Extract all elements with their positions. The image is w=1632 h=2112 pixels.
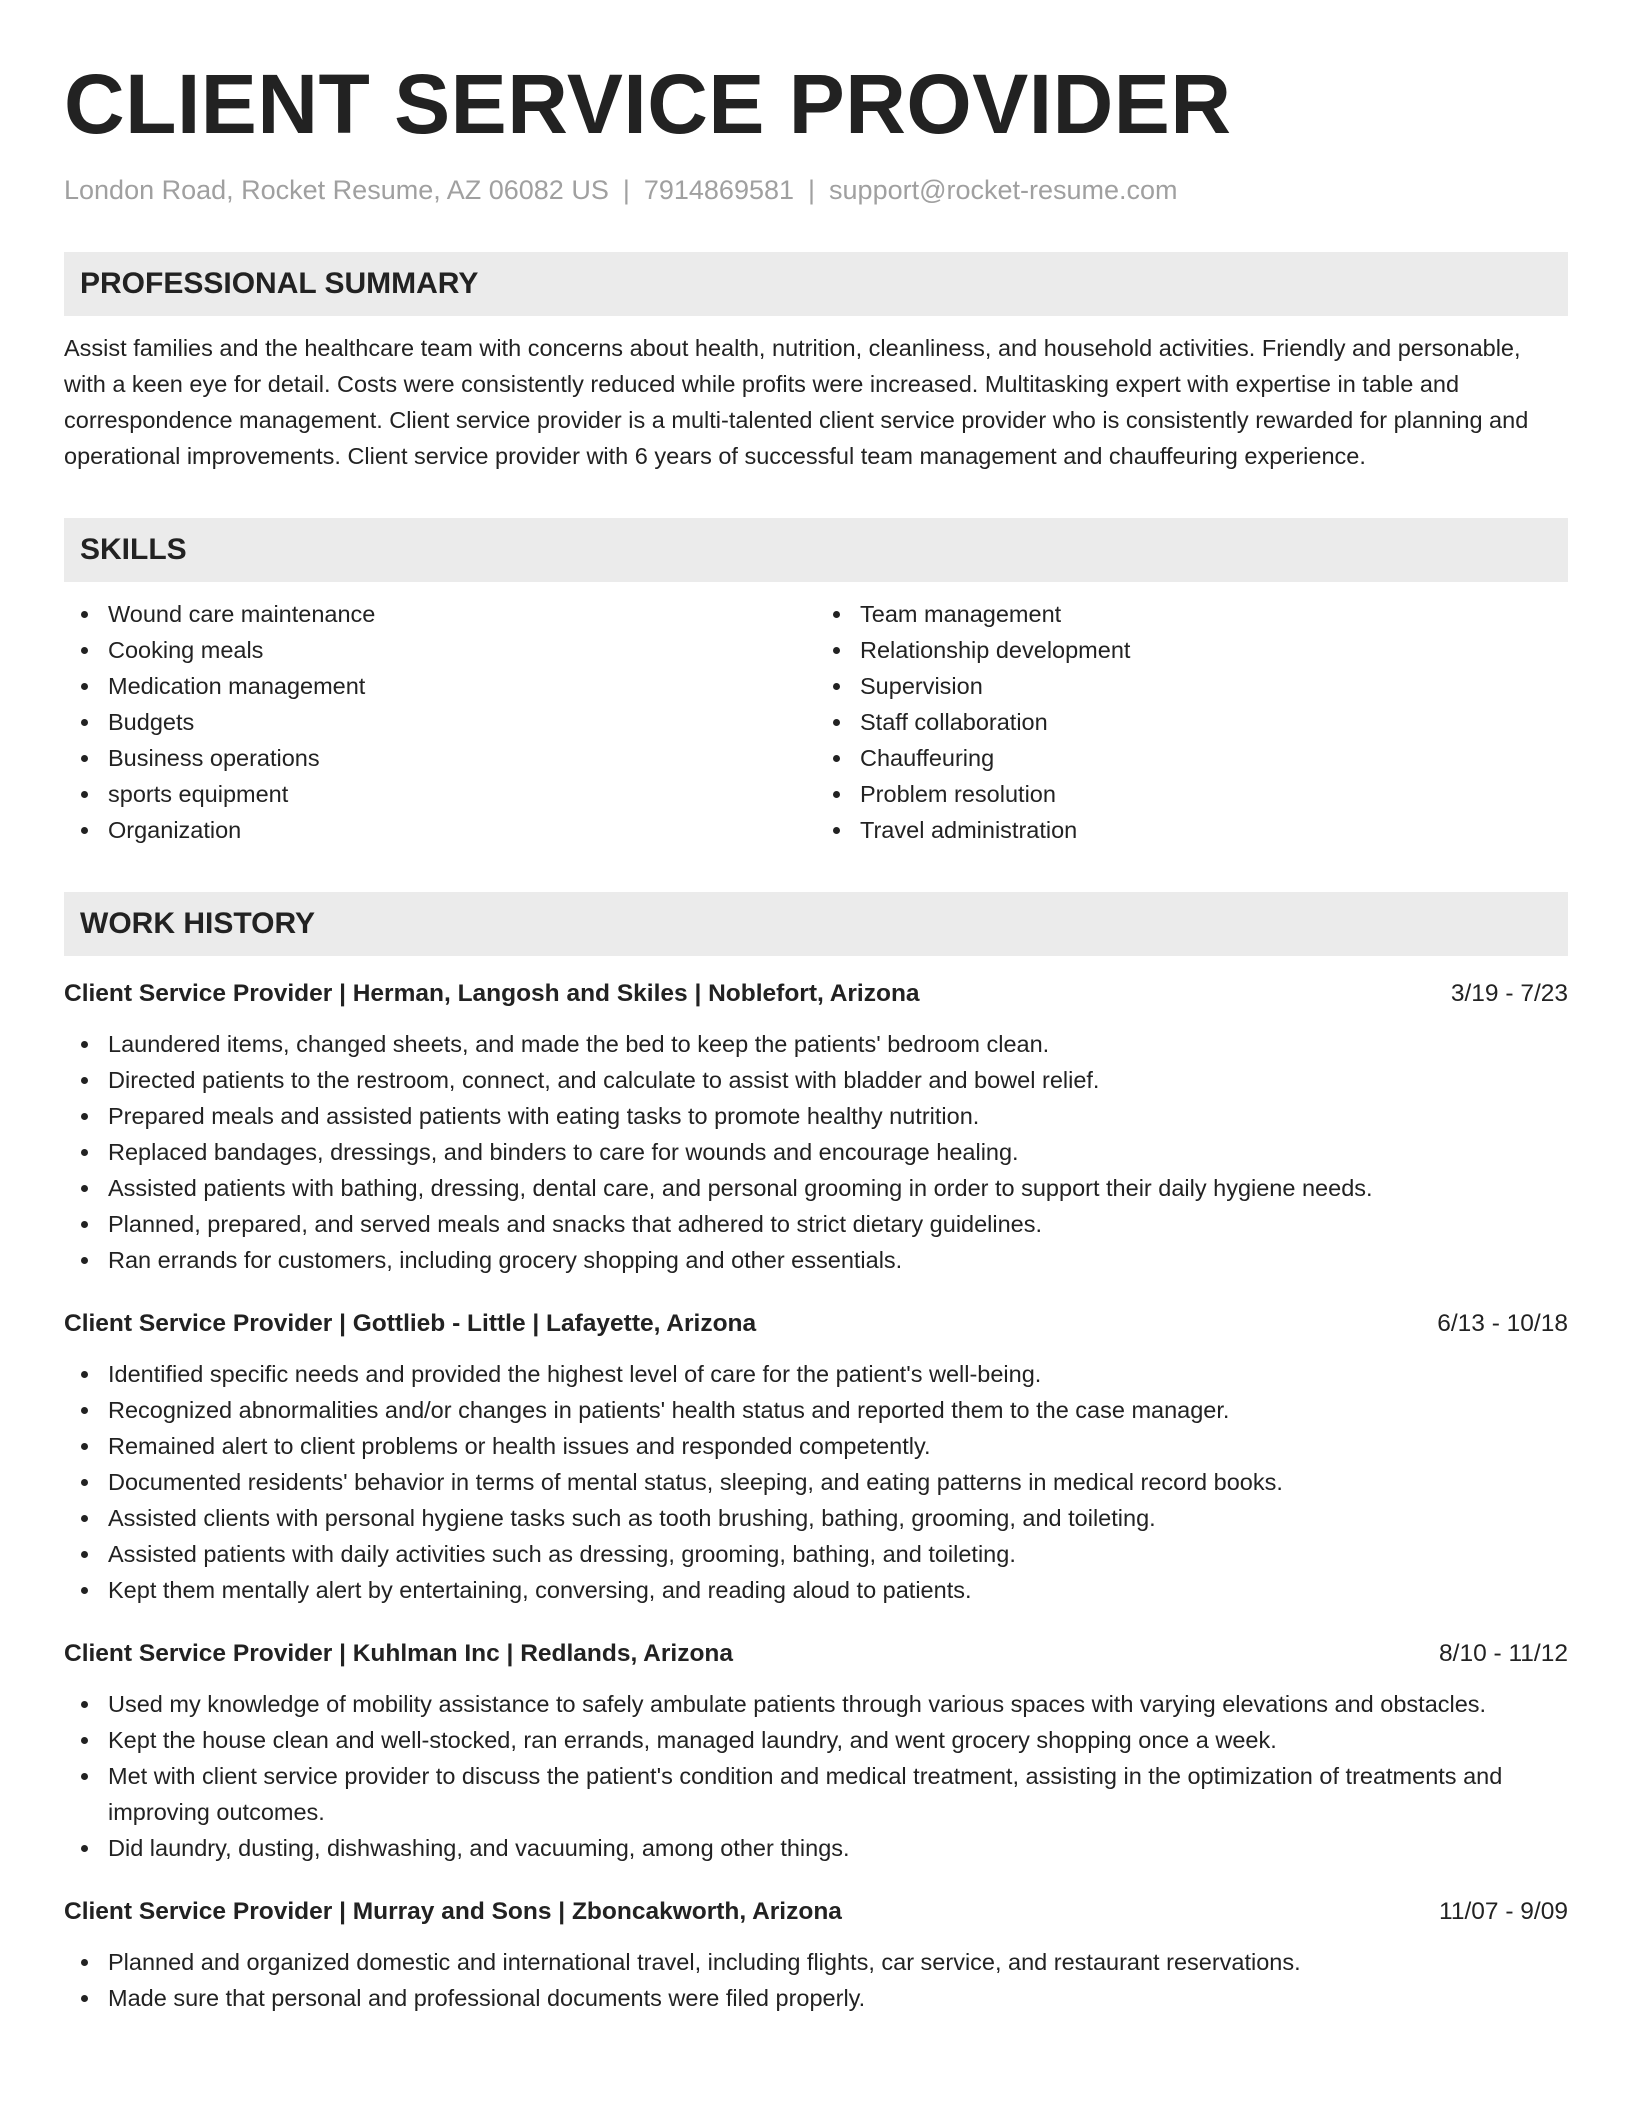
job-bullet: Replaced bandages, dressings, and binders to care for wounds and encourage healing.: [108, 1134, 1568, 1170]
job-dates: 3/19 - 7/23: [1450, 980, 1568, 1007]
job-bullet: Remained alert to client problems or health issues and responded competently.: [108, 1428, 1568, 1464]
job-title: Client Service Provider | Murray and Sons | Zboncakworth, Arizona: [64, 1898, 842, 1925]
skill-item: Problem resolution: [860, 776, 1568, 812]
skill-item: Travel administration: [860, 812, 1568, 848]
contact-phone: 7914869581: [643, 175, 795, 205]
skills-list: [64, 596, 1568, 848]
job-bullets: [64, 1356, 1568, 1608]
skill-item: Wound care maintenance: [108, 596, 816, 632]
job-bullet: Assisted patients with bathing, dressing, dental care, and personal grooming in order to support their daily hygiene needs.: [108, 1170, 1568, 1206]
skill-item: Team management: [860, 596, 1568, 632]
skill-item: sports equipment: [108, 776, 816, 812]
contact-address: London Road, Rocket Resume, AZ 06082 US: [64, 175, 609, 205]
job-dates: 8/10 - 11/12: [1439, 1640, 1568, 1667]
job-bullet: Ran errands for customers, including grocery shopping and other essentials.: [108, 1242, 1568, 1278]
work-heading: WORK HISTORY: [80, 907, 316, 940]
job-bullet: Kept the house clean and well-stocked, ran errands, managed laundry, and went grocery shopping once a week.: [108, 1722, 1568, 1758]
job-bullet: Kept them mentally alert by entertaining, conversing, and reading aloud to patients.: [108, 1572, 1568, 1608]
job-dates: 6/13 - 10/18: [1437, 1310, 1568, 1337]
summary-text: Assist families and the healthcare team with concerns about health, nutrition, cleanliness, and household activities. Friendly and personable, with a keen eye for detail. Costs were consistently reduced while profits were increased. Multitasking expert with expertise in table and correspondence management. Client service provider is a multi-talented client service provider who is consistently rewarded for planning and operational improvements. Client service provider with 6 years of successful team management and chauffeuring experience.: [64, 335, 1529, 469]
skills-column-left: [64, 596, 816, 848]
work-history-list: [64, 976, 1568, 2016]
job-bullet: Identified specific needs and provided the highest level of care for the patient's well-being.: [108, 1356, 1568, 1392]
skill-item: Relationship development: [860, 632, 1568, 668]
job-bullet: Assisted clients with personal hygiene tasks such as tooth brushing, bathing, grooming, and toileting.: [108, 1500, 1568, 1536]
skills-column-right: [816, 596, 1568, 848]
skill-item: Budgets: [108, 704, 816, 740]
job-bullet: Assisted patients with daily activities such as dressing, grooming, bathing, and toileting.: [108, 1536, 1568, 1572]
contact-email: support@rocket-resume.com: [829, 175, 1178, 205]
job-header: [64, 976, 1568, 1012]
job-bullet: Prepared meals and assisted patients with eating tasks to promote healthy nutrition.: [108, 1098, 1568, 1134]
job-title: Client Service Provider | Herman, Langosh and Skiles | Noblefort, Arizona: [64, 980, 920, 1007]
job-bullet: Laundered items, changed sheets, and made the bed to keep the patients' bedroom clean.: [108, 1026, 1568, 1062]
skill-item: Chauffeuring: [860, 740, 1568, 776]
job-bullets: [64, 1686, 1568, 1866]
skill-item: Supervision: [860, 668, 1568, 704]
skills-heading: SKILLS: [80, 533, 187, 566]
skill-item: Organization: [108, 812, 816, 848]
job-bullet: Made sure that personal and professional documents were filed properly.: [108, 1980, 1568, 2016]
contact-separator: |: [622, 175, 630, 205]
contact-line: [64, 172, 1568, 208]
job-entry: [64, 976, 1568, 1278]
job-bullet: Planned, prepared, and served meals and snacks that adhered to strict dietary guidelines.: [108, 1206, 1568, 1242]
job-title: Client Service Provider | Gottlieb - Little | Lafayette, Arizona: [64, 1310, 757, 1337]
job-entry: [64, 1636, 1568, 1866]
job-header: [64, 1306, 1568, 1342]
job-bullets: [64, 1944, 1568, 2016]
skill-item: Business operations: [108, 740, 816, 776]
job-title: Client Service Provider | Kuhlman Inc | Redlands, Arizona: [64, 1640, 734, 1667]
skill-item: Staff collaboration: [860, 704, 1568, 740]
job-entry: [64, 1306, 1568, 1608]
skills-section-header: [64, 518, 1568, 582]
work-section-header: [64, 892, 1568, 956]
summary-heading: PROFESSIONAL SUMMARY: [80, 267, 479, 300]
job-bullet: Met with client service provider to discuss the patient's condition and medical treatment, assisting in the optimization of treatments and improving outcomes.: [108, 1758, 1568, 1830]
job-bullet: Documented residents' behavior in terms of mental status, sleeping, and eating patterns in medical record books.: [108, 1464, 1568, 1500]
job-bullet: Planned and organized domestic and international travel, including flights, car service, and restaurant reservations.: [108, 1944, 1568, 1980]
summary-section-header: [64, 252, 1568, 316]
job-bullets: [64, 1026, 1568, 1278]
job-dates: 11/07 - 9/09: [1439, 1898, 1568, 1925]
job-header: [64, 1894, 1568, 1930]
job-bullet: Used my knowledge of mobility assistance to safely ambulate patients through various spaces with varying elevations and obstacles.: [108, 1686, 1568, 1722]
job-header: [64, 1636, 1568, 1672]
job-entry: [64, 1894, 1568, 2016]
contact-separator: |: [808, 175, 816, 205]
skill-item: Medication management: [108, 668, 816, 704]
job-bullet: Did laundry, dusting, dishwashing, and vacuuming, among other things.: [108, 1830, 1568, 1866]
job-bullet: Directed patients to the restroom, connect, and calculate to assist with bladder and bowel relief.: [108, 1062, 1568, 1098]
resume-name: CLIENT SERVICE PROVIDER: [64, 57, 1232, 151]
skill-item: Cooking meals: [108, 632, 816, 668]
job-bullet: Recognized abnormalities and/or changes in patients' health status and reported them to the case manager.: [108, 1392, 1568, 1428]
